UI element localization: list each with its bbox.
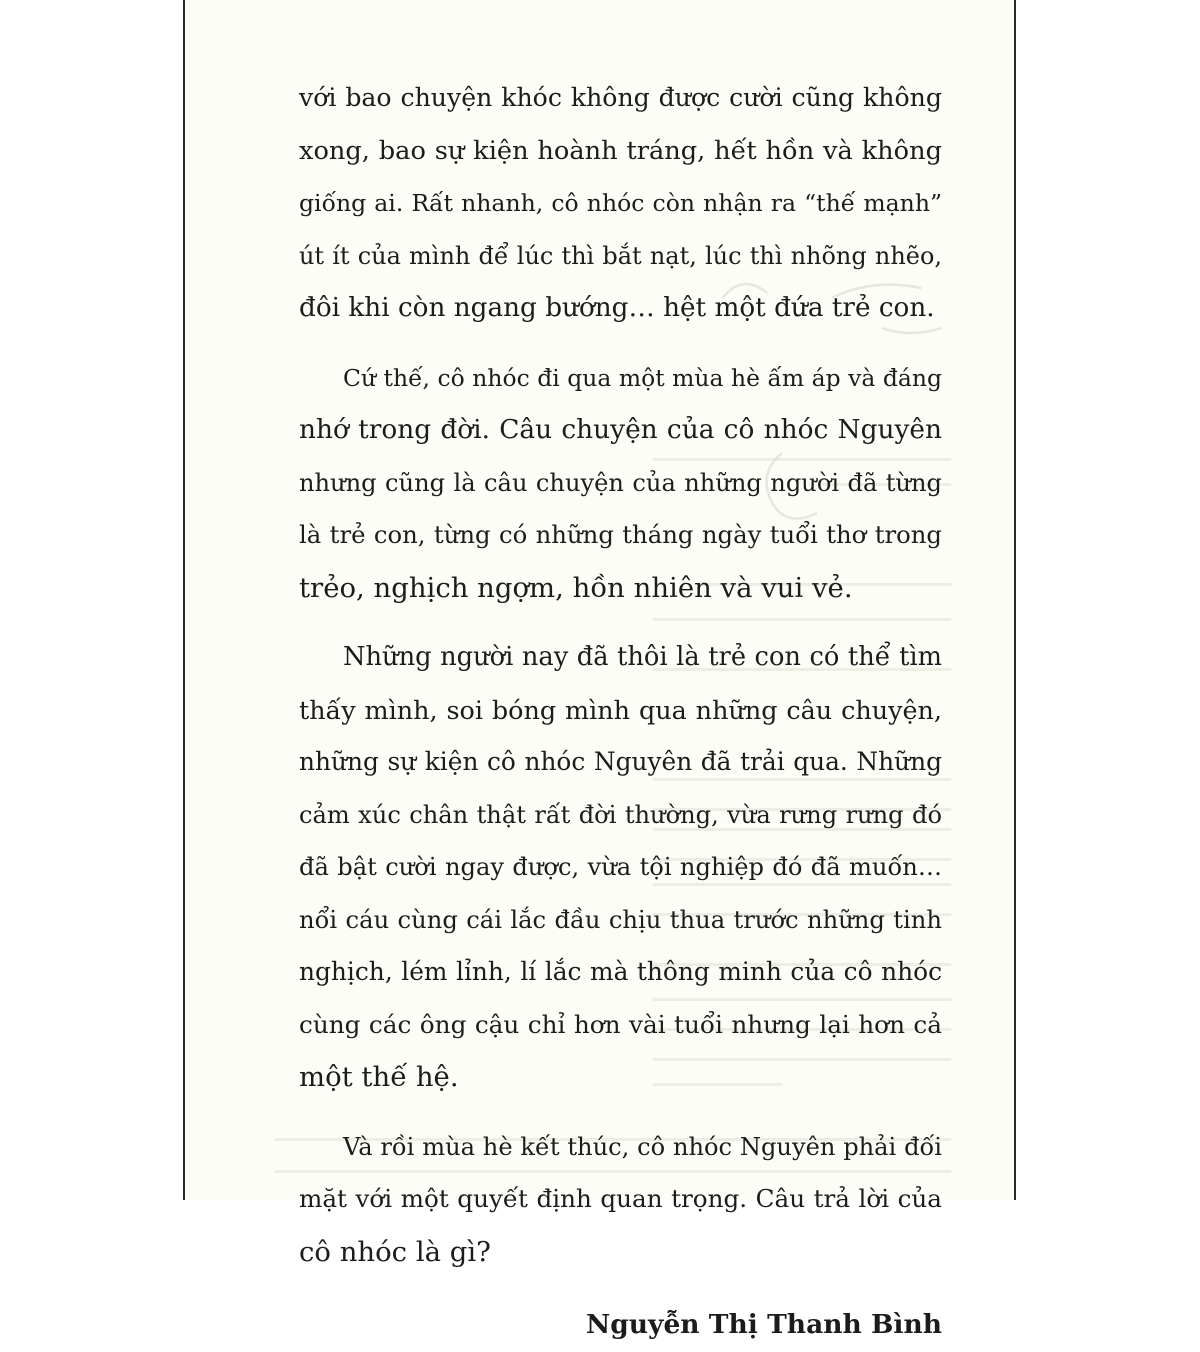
text-line: cảm xúc chân thật rất đời thường, vừa rưng rưng đó bbox=[299, 800, 942, 829]
text-line: những sự kiện cô nhóc Nguyên đã trải qua. Những bbox=[299, 747, 942, 776]
text-line: đôi khi còn ngang bướng… hệt một đứa trẻ con. bbox=[299, 293, 935, 323]
text-line: út ít của mình để lúc thì bắt nạt, lúc thì nhõng nhẽo, bbox=[299, 241, 942, 270]
text-line: với bao chuyện khóc không được cười cũng không bbox=[299, 83, 942, 112]
text-line: mặt với một quyết định quan trọng. Câu trả lời của bbox=[299, 1184, 942, 1213]
text-line: Và rồi mùa hè kết thúc, cô nhóc Nguyên phải đối bbox=[343, 1132, 942, 1161]
paragraph-1 bbox=[299, 72, 942, 335]
text-line: đã bật cười ngay được, vừa tội nghiệp đó đã muốn… bbox=[299, 853, 942, 881]
text-line: cô nhóc là gì? bbox=[299, 1235, 491, 1268]
paragraph-4 bbox=[299, 1121, 942, 1279]
text-line: nổi cáu cùng cái lắc đầu chịu thua trước những tinh bbox=[299, 904, 942, 934]
text-line: là trẻ con, từng có những tháng ngày tuổi thơ trong bbox=[299, 520, 942, 549]
author-signature: Nguyễn Thị Thanh Bình bbox=[586, 1309, 942, 1340]
paragraph-3 bbox=[299, 631, 942, 1104]
text-line: thấy mình, soi bóng mình qua những câu chuyện, bbox=[299, 694, 942, 725]
text-line: xong, bao sự kiện hoành tráng, hết hồn và không bbox=[299, 135, 942, 166]
paragraph-2 bbox=[299, 352, 942, 615]
text-line: Cứ thế, cô nhóc đi qua một mùa hè ấm áp và đáng bbox=[343, 363, 942, 392]
text-line: nhớ trong đời. Câu chuyện của cô nhóc Nguyên bbox=[299, 414, 942, 445]
text-line: nghịch, lém lỉnh, lí lắc mà thông minh của cô nhóc bbox=[299, 957, 942, 986]
text-line: nhưng cũng là câu chuyện của những người đã từng bbox=[299, 468, 942, 497]
body-text bbox=[299, 72, 942, 1352]
book-page bbox=[183, 0, 1016, 1340]
text-line: cùng các ông cậu chỉ hơn vài tuổi nhưng lại hơn cả bbox=[299, 1009, 942, 1039]
text-line: giống ai. Rất nhanh, cô nhóc còn nhận ra “thế mạnh” bbox=[299, 189, 942, 217]
text-line: một thế hệ. bbox=[299, 1061, 459, 1093]
text-line: trẻo, nghịch ngợm, hồn nhiên và vui vẻ. bbox=[299, 571, 853, 604]
text-line: Những người nay đã thôi là trẻ con có thể tìm bbox=[343, 642, 942, 672]
